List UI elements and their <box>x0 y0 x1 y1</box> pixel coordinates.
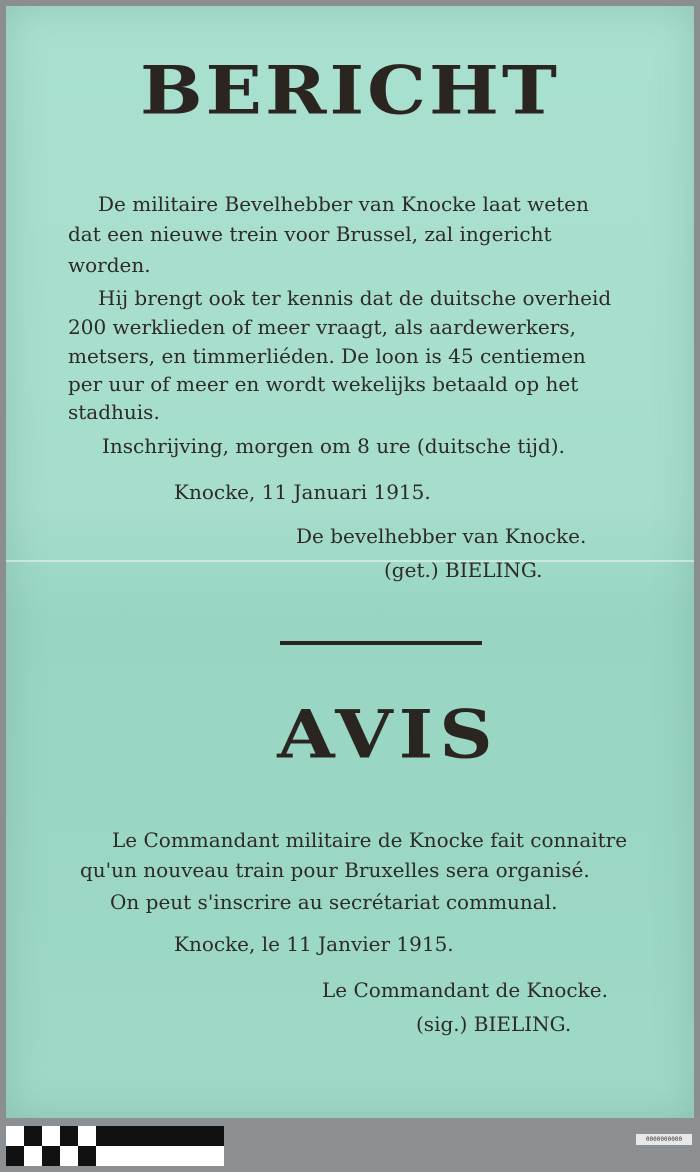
bericht-p2-line1: Hij brengt ook ter kennis dat de duitsche overheid <box>98 286 612 310</box>
calibration-cell <box>42 1146 60 1166</box>
avis-date: Knocke, le 11 Janvier 1915. <box>174 932 454 956</box>
bericht-p2-line4: per uur of meer en wordt wekelijks betaald op het <box>68 372 579 396</box>
section-divider <box>280 641 482 645</box>
fold-line <box>6 560 694 562</box>
bericht-p2-line3: metsers, en timmerliéden. De loon is 45 centiemen <box>68 344 586 368</box>
avis-line3: On peut s'inscrire au secrétariat communal. <box>110 890 558 914</box>
avis-signature-title: Le Commandant de Knocke. <box>322 978 608 1002</box>
bericht-p2-line2: 200 werklieden of meer vraagt, als aardewerkers, <box>68 315 576 339</box>
calibration-cell <box>60 1126 78 1146</box>
bericht-p1-line1: De militaire Bevelhebber van Knocke laat weten <box>98 192 589 216</box>
bericht-registration: Inschrijving, morgen om 8 ure (duitsche tijd). <box>102 434 565 458</box>
calibration-cell <box>78 1126 96 1146</box>
calibration-cell <box>60 1146 78 1166</box>
calibration-cell <box>24 1146 42 1166</box>
calibration-cell <box>114 1126 224 1146</box>
avis-title: AVIS <box>277 696 499 774</box>
calibration-cell <box>42 1126 60 1146</box>
calibration-cell <box>78 1146 96 1166</box>
calibration-cell <box>6 1146 24 1166</box>
bericht-p2-line5: stadhuis. <box>68 400 160 424</box>
calibration-cell <box>96 1146 114 1166</box>
color-calibration-chart <box>6 1126 224 1166</box>
calibration-cell <box>96 1126 114 1146</box>
calibration-cell <box>114 1146 224 1166</box>
avis-signature-name: (sig.) BIELING. <box>416 1012 572 1036</box>
calibration-cell <box>6 1126 24 1146</box>
bericht-date: Knocke, 11 Januari 1915. <box>174 480 431 504</box>
bericht-signature-name: (get.) BIELING. <box>384 558 543 582</box>
bericht-title: BERICHT <box>140 52 560 130</box>
bericht-signature-title: De bevelhebber van Knocke. <box>296 524 587 548</box>
archive-label: 0000000000 <box>636 1134 692 1145</box>
bericht-p1-line3: worden. <box>68 253 151 277</box>
calibration-cell <box>24 1126 42 1146</box>
bericht-p1-line2: dat een nieuwe trein voor Brussel, zal ingericht <box>68 222 552 246</box>
avis-line2: qu'un nouveau train pour Bruxelles sera organisé. <box>80 858 590 882</box>
avis-line1: Le Commandant militaire de Knocke fait connaitre <box>112 828 628 852</box>
